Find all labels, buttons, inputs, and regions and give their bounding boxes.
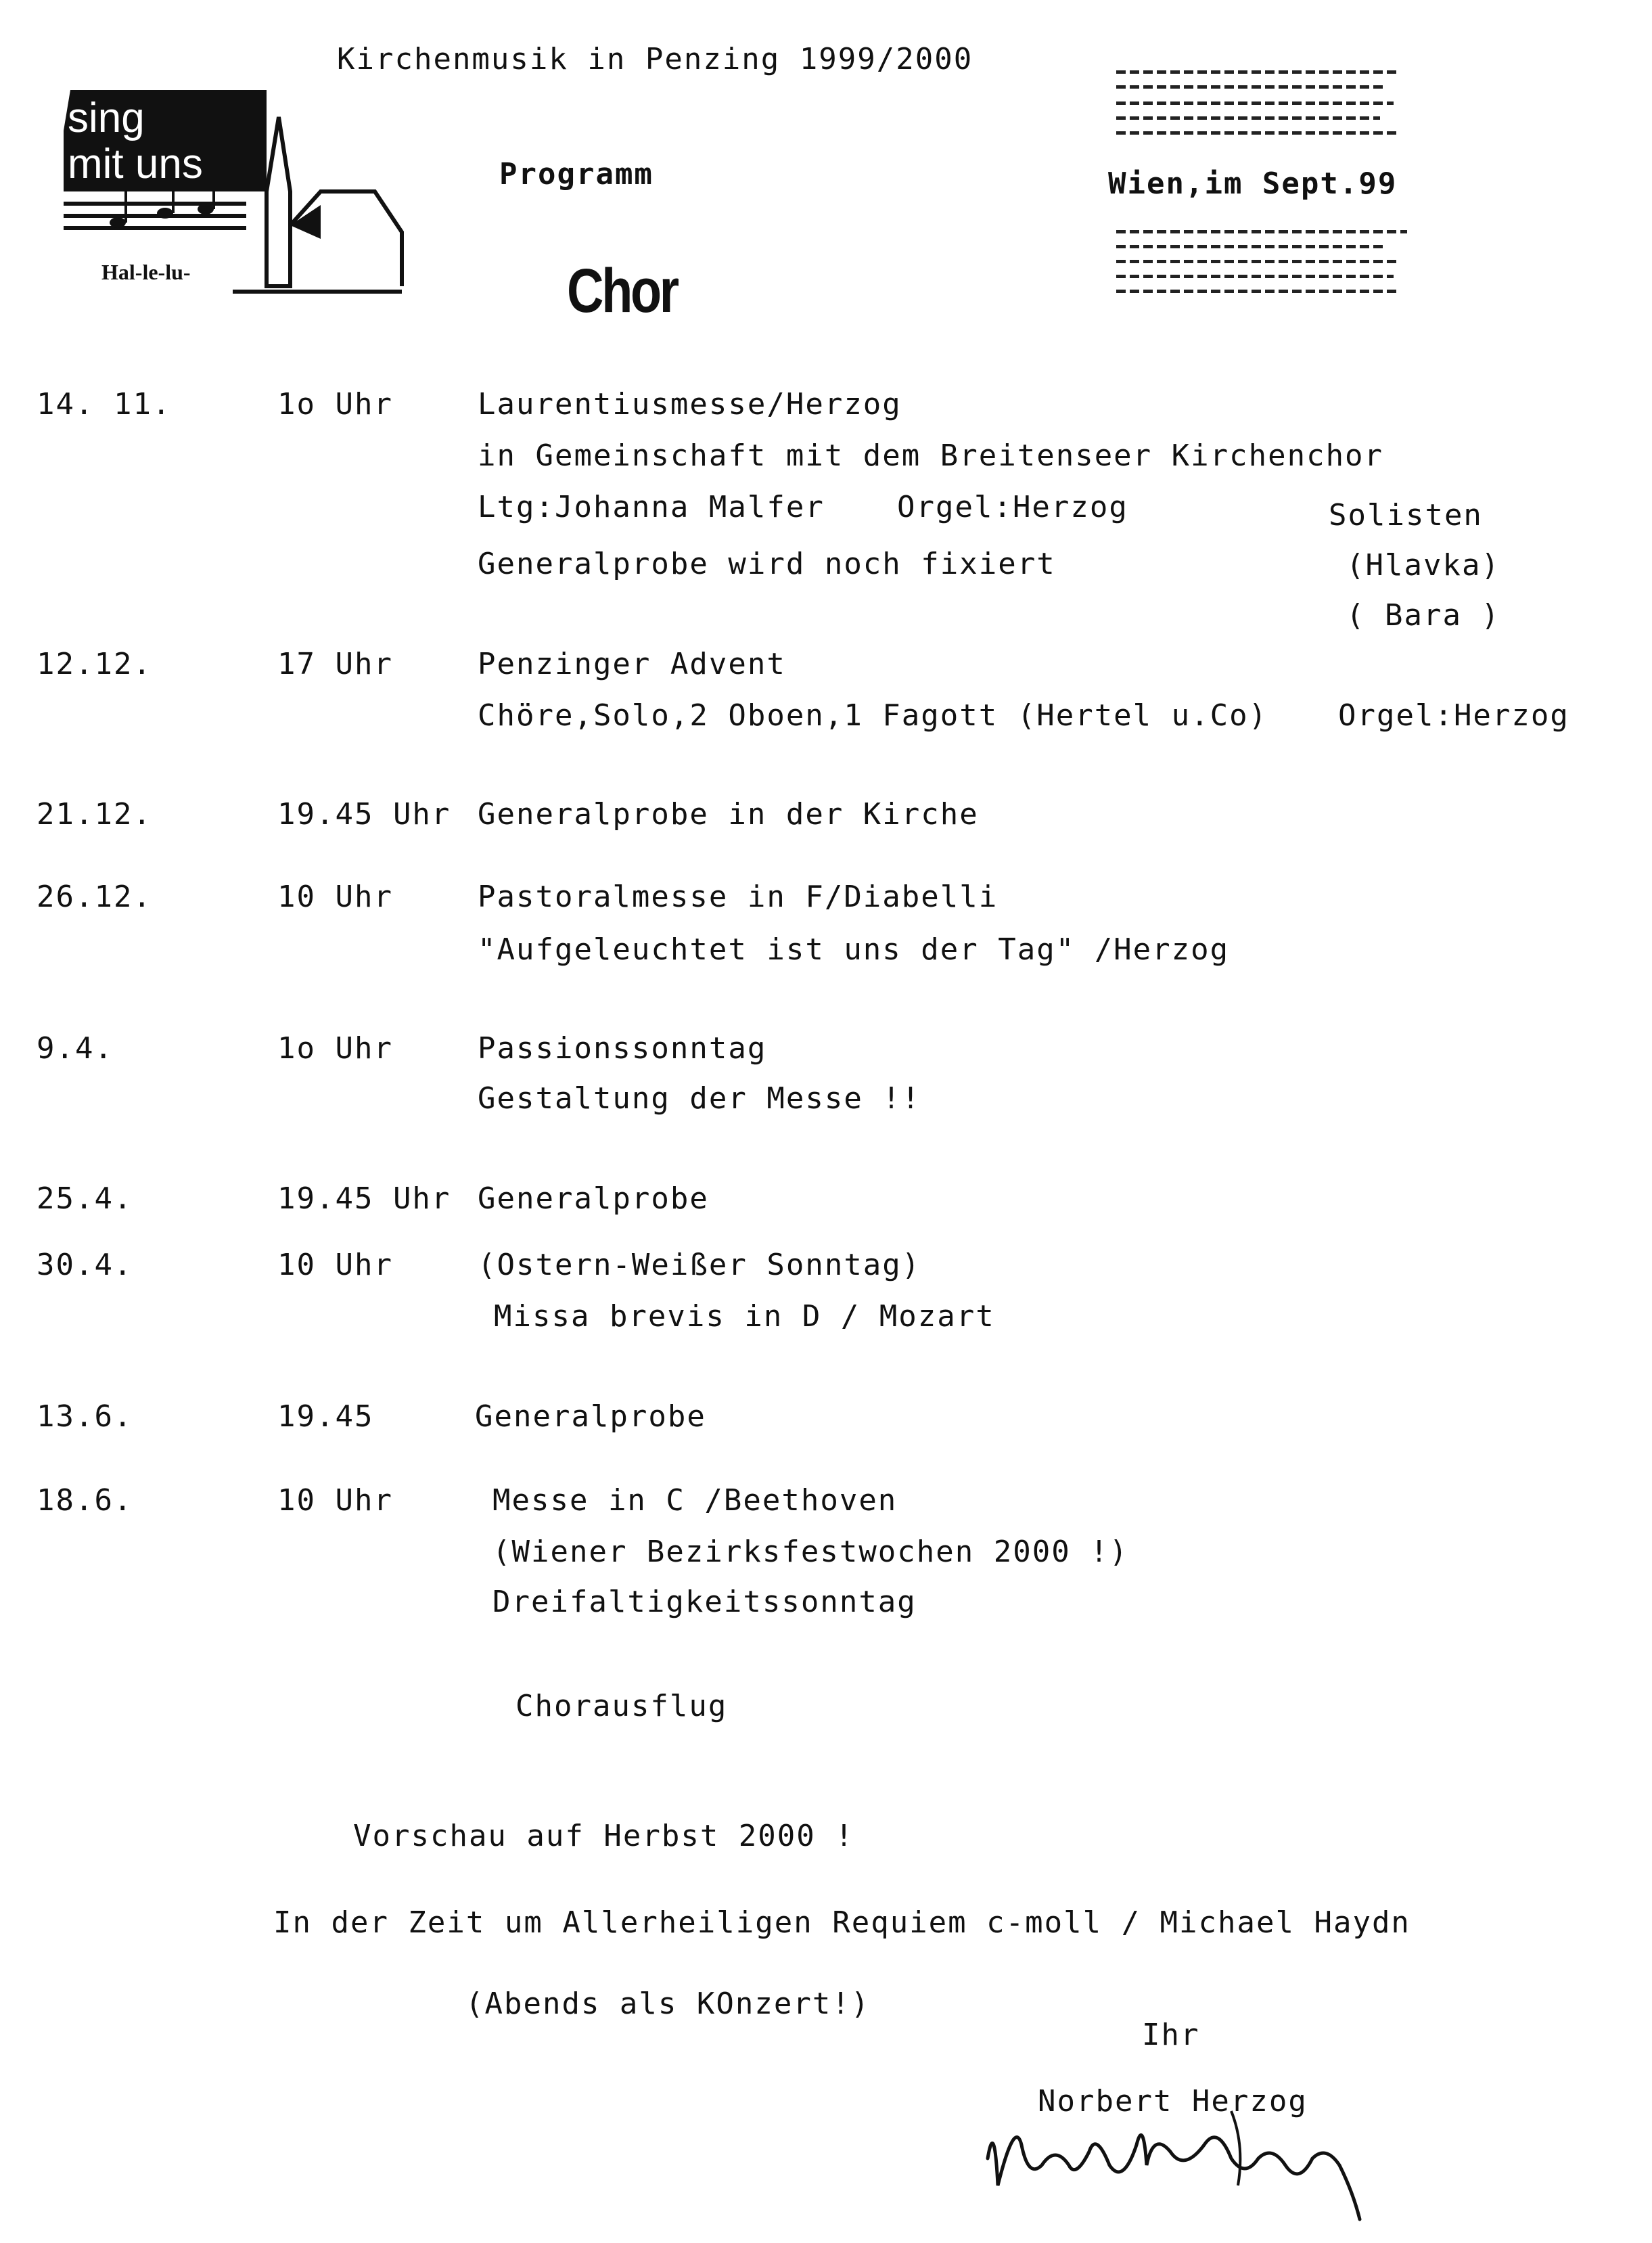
logo-line1: sing [68,95,145,141]
schedule-time: 17 Uhr [277,647,393,681]
program-label: Programm [499,157,653,191]
chorausflug: Chorausflug [515,1689,728,1723]
schedule-time: 10 Uhr [277,1248,393,1282]
schedule-text-line: Generalprobe [478,1181,709,1216]
schedule-date: 9.4. [37,1031,114,1066]
schedule-date: 12.12. [37,647,152,681]
preview-note: (Abends als KOnzert!) [465,1987,871,2021]
document-title: Kirchenmusik in Penzing 1999/2000 [337,42,973,76]
schedule-text-line: Generalprobe [475,1399,706,1434]
schedule-time: 19.45 Uhr [277,1181,451,1216]
schedule-time: 1o Uhr [277,1031,393,1066]
schedule-text-line: Laurentiusmesse/Herzog [478,387,902,422]
schedule-date: 21.12. [37,797,152,832]
chor-heading: Chor [567,256,677,325]
schedule-text-line: Chöre,Solo,2 Oboen,1 Fagott (Hertel u.Co) [478,698,1268,733]
schedule-orgel: Orgel:Herzog [897,490,1128,524]
schedule-text-line: Generalprobe wird noch fixiert [478,547,1056,581]
schedule-date: 18.6. [37,1483,133,1518]
sing-mit-uns-logo [64,90,415,307]
schedule-text-line: Pastoralmesse in F/Diabelli [478,880,999,914]
closing-ihr: Ihr [1142,2018,1200,2052]
schedule-time: 19.45 [277,1399,374,1434]
schedule-date: 30.4. [37,1248,133,1282]
schedule-time: 10 Uhr [277,1483,393,1518]
schedule-text-line: Messe in C /Beethoven [492,1483,898,1518]
schedule-text-line: (Ostern-Weißer Sonntag) [478,1248,921,1282]
schedule-soloist: (Hlavka) [1346,548,1500,583]
schedule-text-line: Ltg:Johanna Malfer [478,490,825,524]
schedule-text-line: Missa brevis in D / Mozart [494,1299,995,1334]
schedule-time: 1o Uhr [277,387,393,422]
schedule-time: 19.45 Uhr [277,797,451,832]
logo-hallelujah: Hal-le-lu- [101,260,191,284]
closing-name: Norbert Herzog [1038,2084,1308,2119]
schedule-soloist: ( Bara ) [1346,598,1500,633]
preview-text: In der Zeit um Allerheiligen Requiem c-moll / Michael Haydn [273,1905,1410,1940]
preview-heading: Vorschau auf Herbst 2000 ! [353,1819,854,1853]
schedule-soloist: Solisten [1329,498,1483,533]
schedule-date: 26.12. [37,880,152,914]
schedule-time: 10 Uhr [277,880,393,914]
schedule-text-line: Generalprobe in der Kirche [478,797,979,832]
schedule-text-line: Dreifaltigkeitssonntag [492,1585,917,1619]
schedule-text-line: in Gemeinschaft mit dem Breitenseer Kirchenchor [478,438,1384,473]
schedule-text-line: Gestaltung der Messe !! [478,1081,921,1116]
schedule-text-line: (Wiener Bezirksfestwochen 2000 !) [492,1535,1129,1569]
schedule-text-line: Penzinger Advent [478,647,786,681]
schedule-date: 14. 11. [37,387,172,422]
schedule-date: 13.6. [37,1399,133,1434]
schedule-orgel: Orgel:Herzog [1338,698,1569,733]
logo-line2: mit uns [68,141,203,187]
logo-graphic [64,90,415,307]
schedule-date: 25.4. [37,1181,133,1216]
handwritten-signature [974,2104,1394,2240]
date-place: Wien,im Sept.99 [1108,166,1398,201]
schedule-text-line: "Aufgeleuchtet ist uns der Tag" /Herzog [478,932,1230,967]
schedule-text-line: Passionssonntag [478,1031,767,1066]
